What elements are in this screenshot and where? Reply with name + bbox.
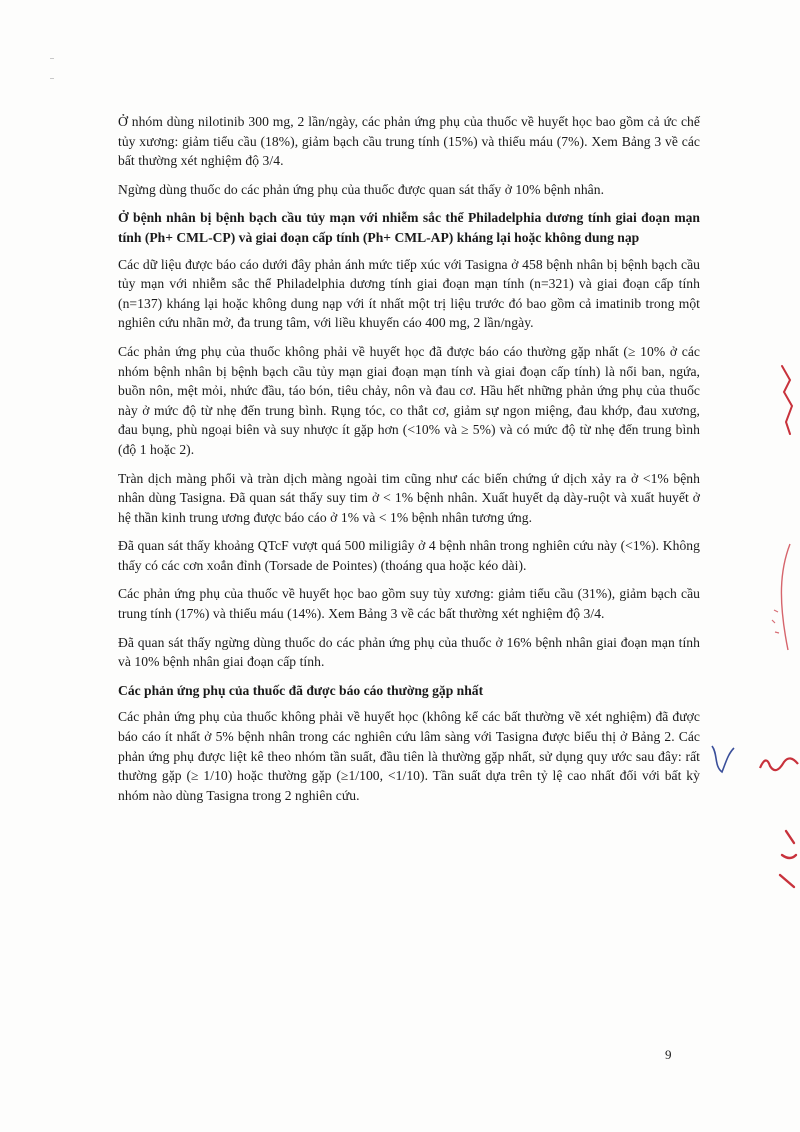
paragraph-table-2-intro: Các phản ứng phụ của thuốc không phải về huyết học (không kể các bất thường về xét nghiệm) đã được báo cáo ít nhất ở 5% bệnh nhân trong các nghiên cứu lâm sàng với Tasigna được biểu thị ở Bảng 2. Các phản ứng phụ được liệt kê theo nhóm tần suất, đầu tiên là thường gặp nhất, sử dụng quy ước sau đây: rất thường gặp (≥ 1/10) hoặc thường gặp (≥1/100, <1/10). Tần suất dựa trên tỷ lệ cao nhất đối với bất kỳ nhóm nào dùng Tasigna trong 2 nghiên cứu. [118,709,700,803]
heading-most-common-reactions: Các phản ứng phụ của thuốc đã được báo cáo thường gặp nhất [118,682,484,698]
paragraph-nilotinib-300mg: Ở nhóm dùng nilotinib 300 mg, 2 lần/ngày, các phản ứng phụ của thuốc về huyết học bao gồm cả ức chế tủy xương: giảm tiểu cầu (18%), giảm bạch cầu trung tính (15%) và thiếu máu (7%). Xem Bảng 3 về các bất thường xét nghiệm độ 3/4. [118,114,700,169]
paragraph-discontinuation-10pct: Ngừng dùng thuốc do các phản ứng phụ của thuốc được quan sát thấy ở 10% bệnh nhân. [118,181,605,197]
paragraph-qtcf: Đã quan sát thấy khoảng QTcF vượt quá 500 miligiây ở 4 bệnh nhân trong nghiên cứu này (<1%). Không thấy có các cơn xoắn đỉnh (Torsade de Pointes) (thoáng qua hoặc kéo dài). [118,538,700,573]
stamp-bottom-mark [760,825,800,895]
paragraph-exposure-458: Các dữ liệu được báo cáo dưới đây phản ánh mức tiếp xúc với Tasigna ở 458 bệnh nhân bị bệnh bạch cầu tủy mạn với nhiễm sắc thể Philadelphia dương tính giai đoạn mạn tính (n=321) và giai đoạn cấp tính (n=137) kháng lại hoặc không dung nạp với ít nhất một trị liệu trước đó bao gồm cả imatinib trong một nghiên cứu nhãn mở, đa trung tâm, với liều khuyến cáo 400 mg, 2 lần/ngày. [118,256,700,331]
paragraph-non-hematologic: Các phản ứng phụ của thuốc không phải về huyết học đã được báo cáo thường gặp nhất (≥ 10% ở các nhóm bệnh nhân bị bệnh bạch cầu tủy mạn giai đoạn mạn tính và giai đoạn cấp tính) là nổi ban, ngứa, buồn nôn, mệt mỏi, nhức đầu, táo bón, tiêu chảy, nôn và đau cơ. Hầu hết những phản ứng phụ của thuốc này ở mức độ từ nhẹ đến trung bình. Rụng tóc, co thắt cơ, giảm sự ngon miệng, đau khớp, đau xương, đau bụng, phù ngoại biên và suy nhược ít gặp hơn (<10% và ≥ 5%) và có mức độ từ nhẹ đến trung bình (độ 1 hoặc 2). [118,343,700,457]
stamp-fragment-mark [760,360,800,440]
scan-mark [50,58,54,59]
paragraph-discontinuation-16pct: Đã quan sát thấy ngừng dùng thuốc do các phản ứng phụ của thuốc ở 16% bệnh nhân giai đoạn mạn tính và 10% bệnh nhân giai đoạn cấp tính. [118,634,700,670]
heading-ph-cml-resistant: Ở bệnh nhân bị bệnh bạch cầu tủy mạn với nhiễm sắc thể Philadelphia dương tính giai đoạn mạn tính (Ph+ CML-CP) và giai đoạn cấp tính (Ph+ CML-AP) kháng lại hoặc không dung nạp [118,210,700,245]
page-body [118,112,700,814]
paragraph-hematologic: Các phản ứng phụ của thuốc về huyết học bao gồm suy tủy xương: giảm tiểu cầu (31%), giảm bạch cầu trung tính (17%) và thiếu máu (14%). Xem Bảng 3 về các bất thường xét nghiệm độ 3/4. [118,586,700,622]
stamp-arc-mark [760,540,800,660]
paragraph-effusion: Tràn dịch màng phổi và tràn dịch màng ngoài tim cũng như các biến chứng ứ dịch xảy ra ở <1% bệnh nhân dùng Tasigna. Đã quan sát thấy suy tim ở < 1% bệnh nhân. Xuất huyết dạ dày-ruột và xuất huyết ở hệ thần kinh trung ương được báo cáo ở 1% và < 1% bệnh nhân tương ứng. [118,470,700,525]
signature-mark [700,728,800,788]
scan-mark [50,78,54,79]
page-number: 9 [665,1047,672,1062]
